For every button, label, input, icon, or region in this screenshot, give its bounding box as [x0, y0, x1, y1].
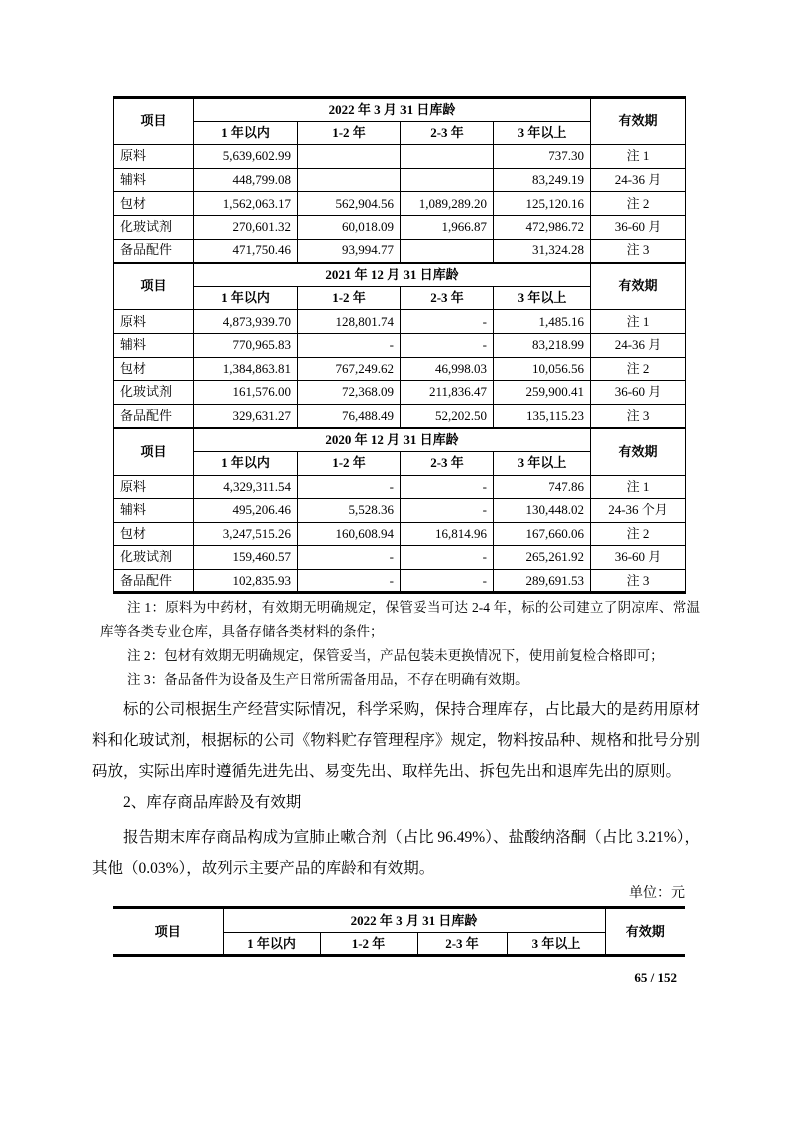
item-cell: 备品配件 [114, 239, 194, 263]
age-value-cell: - [401, 569, 494, 593]
age-value-cell: 472,986.72 [494, 215, 591, 239]
age-value-cell: 5,528.36 [298, 499, 401, 523]
table-note-3: 注 3：备品备件为设备及生产日常所需备用品，不存在明确有效期。 [127, 672, 529, 688]
table-row [114, 381, 686, 405]
validity-cell: 注 3 [591, 239, 686, 263]
age-bucket-header: 2-3 年 [401, 121, 494, 145]
table-row [114, 333, 686, 357]
aging-date-header: 2021 年 12 月 31 日库龄 [194, 263, 591, 287]
age-value-cell [298, 168, 401, 192]
table-row [114, 499, 686, 523]
age-value-cell: 747.86 [494, 475, 591, 499]
item-cell: 化玻试剂 [114, 215, 194, 239]
age-value-cell [401, 239, 494, 263]
item-column-header: 项目 [113, 908, 223, 956]
age-value-cell: 767,249.62 [298, 357, 401, 381]
age-value-cell: 265,261.92 [494, 546, 591, 570]
validity-column-header: 有效期 [591, 263, 686, 310]
validity-column-header: 有效期 [591, 428, 686, 475]
age-bucket-header: 3 年以上 [494, 451, 591, 475]
age-value-cell: 83,249.19 [494, 168, 591, 192]
age-value-cell: 159,460.57 [194, 546, 298, 570]
age-bucket-header: 1-2 年 [298, 451, 401, 475]
aging-table-section-2 [114, 263, 686, 428]
inventory-aging-grid [113, 96, 686, 594]
item-cell: 原料 [114, 475, 194, 499]
aging-date-header: 2022 年 3 月 31 日库龄 [194, 98, 591, 122]
age-value-cell: 161,576.00 [194, 381, 298, 405]
table-row [114, 310, 686, 334]
age-value-cell: 102,835.93 [194, 569, 298, 593]
age-value-cell: 562,904.56 [298, 192, 401, 216]
header-row [113, 908, 685, 933]
age-value-cell [401, 168, 494, 192]
age-value-cell: 46,998.03 [401, 357, 494, 381]
age-bucket-header: 3 年以上 [507, 933, 605, 956]
validity-cell: 36-60 月 [591, 215, 686, 239]
age-value-cell: 1,089,289.20 [401, 192, 494, 216]
age-bucket-header: 2-3 年 [401, 286, 494, 310]
age-bucket-header: 1 年以内 [194, 451, 298, 475]
age-bucket-header: 1-2 年 [298, 286, 401, 310]
header-row [114, 263, 686, 287]
paragraph-product-composition: 报告期末库存商品构成为宣肺止嗽合剂（占比 96.49%）、盐酸纳洛酮（占比 3.21%），其他（0.03%），故列示主要产品的库龄和有效期。 [92, 829, 700, 878]
item-cell: 包材 [114, 357, 194, 381]
age-bucket-header: 1 年以内 [194, 121, 298, 145]
age-value-cell: 128,801.74 [298, 310, 401, 334]
table-note-2: 注 2：包材有效期无明确规定，保管妥当，产品包装未更换情况下，使用前复检合格即可； [127, 648, 664, 664]
validity-cell: 注 2 [591, 522, 686, 546]
validity-cell: 注 3 [591, 569, 686, 593]
age-value-cell: 289,691.53 [494, 569, 591, 593]
table-notes [92, 596, 700, 692]
age-value-cell [401, 145, 494, 169]
age-value-cell: - [401, 499, 494, 523]
page-content [92, 0, 700, 986]
table-row [114, 569, 686, 593]
age-value-cell: 76,488.49 [298, 404, 401, 428]
item-cell: 备品配件 [114, 569, 194, 593]
validity-cell: 注 1 [591, 310, 686, 334]
age-value-cell: 130,448.02 [494, 499, 591, 523]
age-value-cell: - [401, 475, 494, 499]
item-cell: 包材 [114, 522, 194, 546]
validity-column-header: 有效期 [591, 98, 686, 145]
table-row [114, 404, 686, 428]
item-cell: 辅料 [114, 499, 194, 523]
table-row [114, 475, 686, 499]
table-row [114, 145, 686, 169]
age-value-cell: 259,900.41 [494, 381, 591, 405]
inventory-aging-table-continued [113, 906, 685, 957]
validity-cell: 注 2 [591, 192, 686, 216]
age-bucket-header: 1-2 年 [320, 933, 417, 956]
header-row [114, 428, 686, 452]
age-value-cell: 1,562,063.17 [194, 192, 298, 216]
age-value-cell: - [401, 310, 494, 334]
age-bucket-header: 1-2 年 [298, 121, 401, 145]
validity-cell: 24-36 月 [591, 333, 686, 357]
age-bucket-header: 3 年以上 [494, 286, 591, 310]
age-value-cell: - [401, 546, 494, 570]
paragraph-inventory-policy: 标的公司根据生产经营实际情况，科学采购，保持合理库存，占比最大的是药用原材料和化玻试剂，根据标的公司《物料贮存管理程序》规定，物料按品种、规格和批号分别码放，实际出库时遵循先进先出、易变先出、取样先出、拆包先出和退库先出的原则。 [92, 701, 700, 781]
aging-table-section-3 [114, 428, 686, 593]
table-row [114, 192, 686, 216]
age-value-cell: 211,836.47 [401, 381, 494, 405]
header-row [114, 98, 686, 122]
age-value-cell: 83,218.99 [494, 333, 591, 357]
age-value-cell: - [298, 475, 401, 499]
item-cell: 辅料 [114, 168, 194, 192]
item-cell: 辅料 [114, 333, 194, 357]
age-value-cell: 93,994.77 [298, 239, 401, 263]
aging-date-header: 2020 年 12 月 31 日库龄 [194, 428, 591, 452]
age-value-cell: - [401, 333, 494, 357]
item-cell: 原料 [114, 310, 194, 334]
age-value-cell: 471,750.46 [194, 239, 298, 263]
age-value-cell: 167,660.06 [494, 522, 591, 546]
unit-label: 单位：元 [629, 886, 685, 902]
age-value-cell: - [298, 569, 401, 593]
validity-cell: 注 1 [591, 475, 686, 499]
age-value-cell: - [298, 546, 401, 570]
item-column-header: 项目 [114, 428, 194, 475]
age-value-cell: 737.30 [494, 145, 591, 169]
section-heading: 2、库存商品库龄及有效期 [123, 794, 302, 812]
age-value-cell: 770,965.83 [194, 333, 298, 357]
age-value-cell: 495,206.46 [194, 499, 298, 523]
item-cell: 包材 [114, 192, 194, 216]
age-bucket-header: 1 年以内 [223, 933, 320, 956]
item-column-header: 项目 [114, 98, 194, 145]
table-row [114, 522, 686, 546]
age-value-cell: 1,485.16 [494, 310, 591, 334]
table-note-1: 注 1：原料为中药材，有效期无明确规定，保管妥当可达 2-4 年，标的公司建立了阴凉库、常温库等各类专业仓库，具备存储各类材料的条件； [100, 600, 700, 640]
validity-cell: 注 2 [591, 357, 686, 381]
age-value-cell [298, 145, 401, 169]
item-column-header: 项目 [114, 263, 194, 310]
age-value-cell: 135,115.23 [494, 404, 591, 428]
table-row [114, 168, 686, 192]
age-value-cell: 5,639,602.99 [194, 145, 298, 169]
item-cell: 备品配件 [114, 404, 194, 428]
validity-column-header: 有效期 [605, 908, 685, 956]
aging-table-section-1 [114, 98, 686, 263]
age-bucket-header: 3 年以上 [494, 121, 591, 145]
validity-cell: 24-36 个月 [591, 499, 686, 523]
age-value-cell: 60,018.09 [298, 215, 401, 239]
age-value-cell: 270,601.32 [194, 215, 298, 239]
item-cell: 化玻试剂 [114, 546, 194, 570]
validity-cell: 36-60 月 [591, 546, 686, 570]
table-row [114, 546, 686, 570]
age-value-cell: 160,608.94 [298, 522, 401, 546]
item-cell: 化玻试剂 [114, 381, 194, 405]
validity-cell: 注 1 [591, 145, 686, 169]
age-value-cell: 125,120.16 [494, 192, 591, 216]
age-value-cell: - [298, 333, 401, 357]
validity-cell: 24-36 月 [591, 168, 686, 192]
age-bucket-header: 1 年以内 [194, 286, 298, 310]
validity-cell: 36-60 月 [591, 381, 686, 405]
age-value-cell: 3,247,515.26 [194, 522, 298, 546]
age-value-cell: 4,329,311.54 [194, 475, 298, 499]
validity-cell: 注 3 [591, 404, 686, 428]
age-value-cell: 16,814.96 [401, 522, 494, 546]
item-cell: 原料 [114, 145, 194, 169]
aging-date-header: 2022 年 3 月 31 日库龄 [223, 908, 605, 933]
age-value-cell: 10,056.56 [494, 357, 591, 381]
table-row [114, 239, 686, 263]
age-value-cell: 52,202.50 [401, 404, 494, 428]
age-value-cell: 329,631.27 [194, 404, 298, 428]
age-bucket-header: 2-3 年 [401, 451, 494, 475]
age-value-cell: 448,799.08 [194, 168, 298, 192]
age-bucket-header: 2-3 年 [417, 933, 507, 956]
table-row [114, 357, 686, 381]
age-value-cell: 4,873,939.70 [194, 310, 298, 334]
page-number: 65 / 152 [634, 970, 677, 986]
aging-table-continued-header [113, 908, 685, 956]
age-value-cell: 72,368.09 [298, 381, 401, 405]
age-value-cell: 31,324.28 [494, 239, 591, 263]
age-value-cell: 1,384,863.81 [194, 357, 298, 381]
age-value-cell: 1,966.87 [401, 215, 494, 239]
table-row [114, 215, 686, 239]
